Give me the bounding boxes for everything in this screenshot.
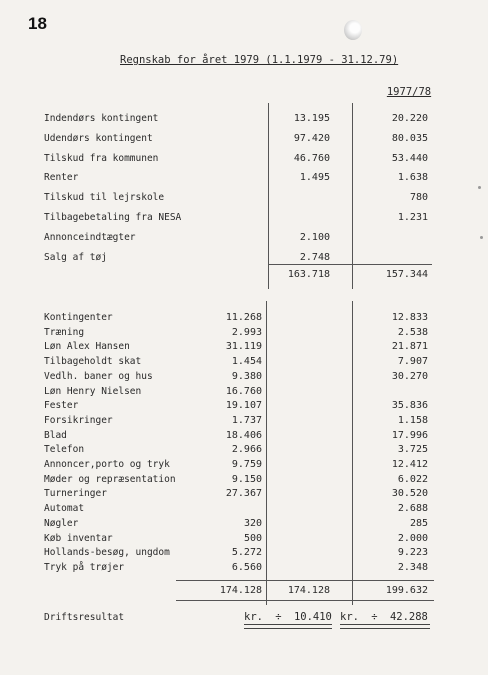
expense-row-current: 11.268 [225, 312, 262, 323]
expense-row-prev: 2.000 [397, 532, 428, 544]
expense-row-prev: 17.996 [391, 429, 428, 441]
expense-row-prev: 7.907 [397, 356, 428, 368]
expense-row-current: 9.380 [231, 370, 262, 382]
expense-row-label: Nøgler [44, 517, 79, 529]
income-row-prev: 20.220 [391, 113, 428, 124]
expense-row-prev: 285 [409, 517, 428, 529]
income-total-rule [268, 264, 432, 265]
expense-row-prev: 1.158 [397, 414, 428, 426]
income-row-label: Udendørs kontingent [44, 133, 153, 144]
expense-row-current: 31.119 [225, 341, 262, 353]
result-double-underline-current [244, 624, 332, 629]
expense-row-label: Tilbageholdt skat [44, 356, 142, 368]
income-row-prev: 1.231 [397, 212, 428, 223]
income-row-label: Tilbagebetaling fra NESA [44, 212, 182, 223]
expense-row-prev: 12.833 [391, 312, 428, 323]
income-row-current: 46.760 [293, 153, 330, 164]
income-total-current: 163.718 [287, 269, 330, 280]
income-row-label: Annonceindtægter [44, 232, 136, 243]
expense-row-label: Annoncer,porto og tryk [44, 459, 170, 470]
expense-row-prev: 2.688 [397, 503, 428, 515]
expense-row-label: Blad [44, 429, 67, 441]
expense-row-label: Træning [44, 326, 85, 338]
expense-row-prev: 21.871 [391, 341, 428, 353]
expense-row-label: Løn Henry Nielsen [44, 385, 142, 397]
income-row-current: 13.195 [293, 113, 330, 124]
document-title: Regnskab for året 1979 (1.1.1979 - 31.12.79) [120, 54, 399, 66]
result-current [244, 611, 332, 623]
expense-row-label: Løn Alex Hansen [44, 341, 130, 353]
expense-row-label: Fester [44, 400, 79, 412]
expense-row-label: Køb inventar [44, 532, 113, 544]
income-row-current: 1.495 [299, 172, 330, 183]
expense-row-prev: 12.412 [391, 459, 428, 470]
expense-row-current: 2.966 [231, 444, 262, 456]
income-row-current: 2.100 [299, 232, 330, 243]
result-current-prefix: kr. [244, 611, 263, 623]
income-row-label: Tilskud fra kommunen [44, 153, 159, 164]
result-double-underline-prev [340, 624, 430, 629]
expense-total-rule [176, 580, 434, 581]
expense-total-income: 174.128 [287, 585, 330, 596]
expense-row-current: 16.760 [225, 385, 262, 397]
rule-expense-b [352, 301, 353, 605]
expense-row-prev: 2.348 [397, 561, 428, 573]
income-row-prev: 53.440 [391, 153, 428, 164]
margin-mark [480, 236, 483, 239]
result-label: Driftsresultat [44, 612, 125, 623]
income-row-prev: 80.035 [391, 133, 428, 144]
expense-row-prev: 30.520 [391, 488, 428, 500]
expense-row-current: 9.759 [231, 459, 262, 470]
expense-row-label: Kontingenter [44, 312, 113, 323]
income-row-current: 97.420 [293, 133, 330, 144]
expense-total-prev: 199.632 [385, 585, 428, 596]
rule-expense-a [266, 301, 267, 605]
expense-row-current: 2.993 [231, 326, 262, 338]
expense-row-label: Møder og repræsentation [44, 473, 176, 485]
page-number: 18 [28, 14, 47, 33]
result-prev-sign: ÷ [371, 611, 378, 623]
rule-income-prev [352, 103, 353, 289]
punch-hole [344, 20, 362, 40]
expense-row-current: 18.406 [225, 429, 262, 441]
expense-row-prev: 3.725 [397, 444, 428, 456]
income-row-label: Tilskud til lejrskole [44, 192, 165, 203]
income-total-prev: 157.344 [385, 269, 428, 280]
income-row-prev: 780 [409, 192, 428, 203]
expense-row-label: Vedlh. baner og hus [44, 370, 153, 382]
expense-row-label: Automat [44, 503, 85, 515]
expense-row-label: Turneringer [44, 488, 107, 500]
expense-total-rule-lower [176, 600, 434, 601]
expense-row-prev: 35.836 [391, 400, 428, 412]
expense-row-label: Telefon [44, 444, 85, 456]
prev-year-header: 1977/78 [386, 86, 432, 98]
result-current-sign: ÷ [275, 611, 282, 623]
income-row-label: Indendørs kontingent [44, 113, 159, 124]
result-prev-value: 42.288 [389, 611, 428, 623]
expense-row-label: Forsikringer [44, 414, 113, 426]
expense-row-prev: 9.223 [397, 547, 428, 559]
expense-total-current: 174.128 [219, 585, 262, 596]
income-row-label: Renter [44, 172, 79, 183]
expense-row-label: Tryk på trøjer [44, 561, 125, 573]
expense-row-current: 27.367 [225, 488, 262, 500]
expense-row-current: 9.150 [231, 473, 262, 485]
expense-row-current: 5.272 [231, 547, 262, 559]
result-prev-prefix: kr. [340, 611, 359, 623]
expense-row-current: 320 [243, 517, 262, 529]
expense-row-prev: 30.270 [391, 370, 428, 382]
margin-mark [478, 186, 481, 189]
expense-row-current: 500 [243, 532, 262, 544]
expense-row-label: Hollands-besøg, ungdom [44, 547, 170, 559]
result-current-value: 10.410 [293, 611, 332, 623]
expense-row-current: 1.737 [231, 414, 262, 426]
income-row-prev: 1.638 [397, 172, 428, 183]
income-row-current: 2.748 [299, 252, 330, 263]
expense-row-current: 19.107 [225, 400, 262, 412]
income-row-label: Salg af tøj [44, 252, 107, 263]
result-prev [340, 611, 428, 623]
expense-row-current: 1.454 [231, 356, 262, 368]
expense-row-current: 6.560 [231, 561, 262, 573]
expense-row-prev: 2.538 [397, 326, 428, 338]
expense-row-prev: 6.022 [397, 473, 428, 485]
